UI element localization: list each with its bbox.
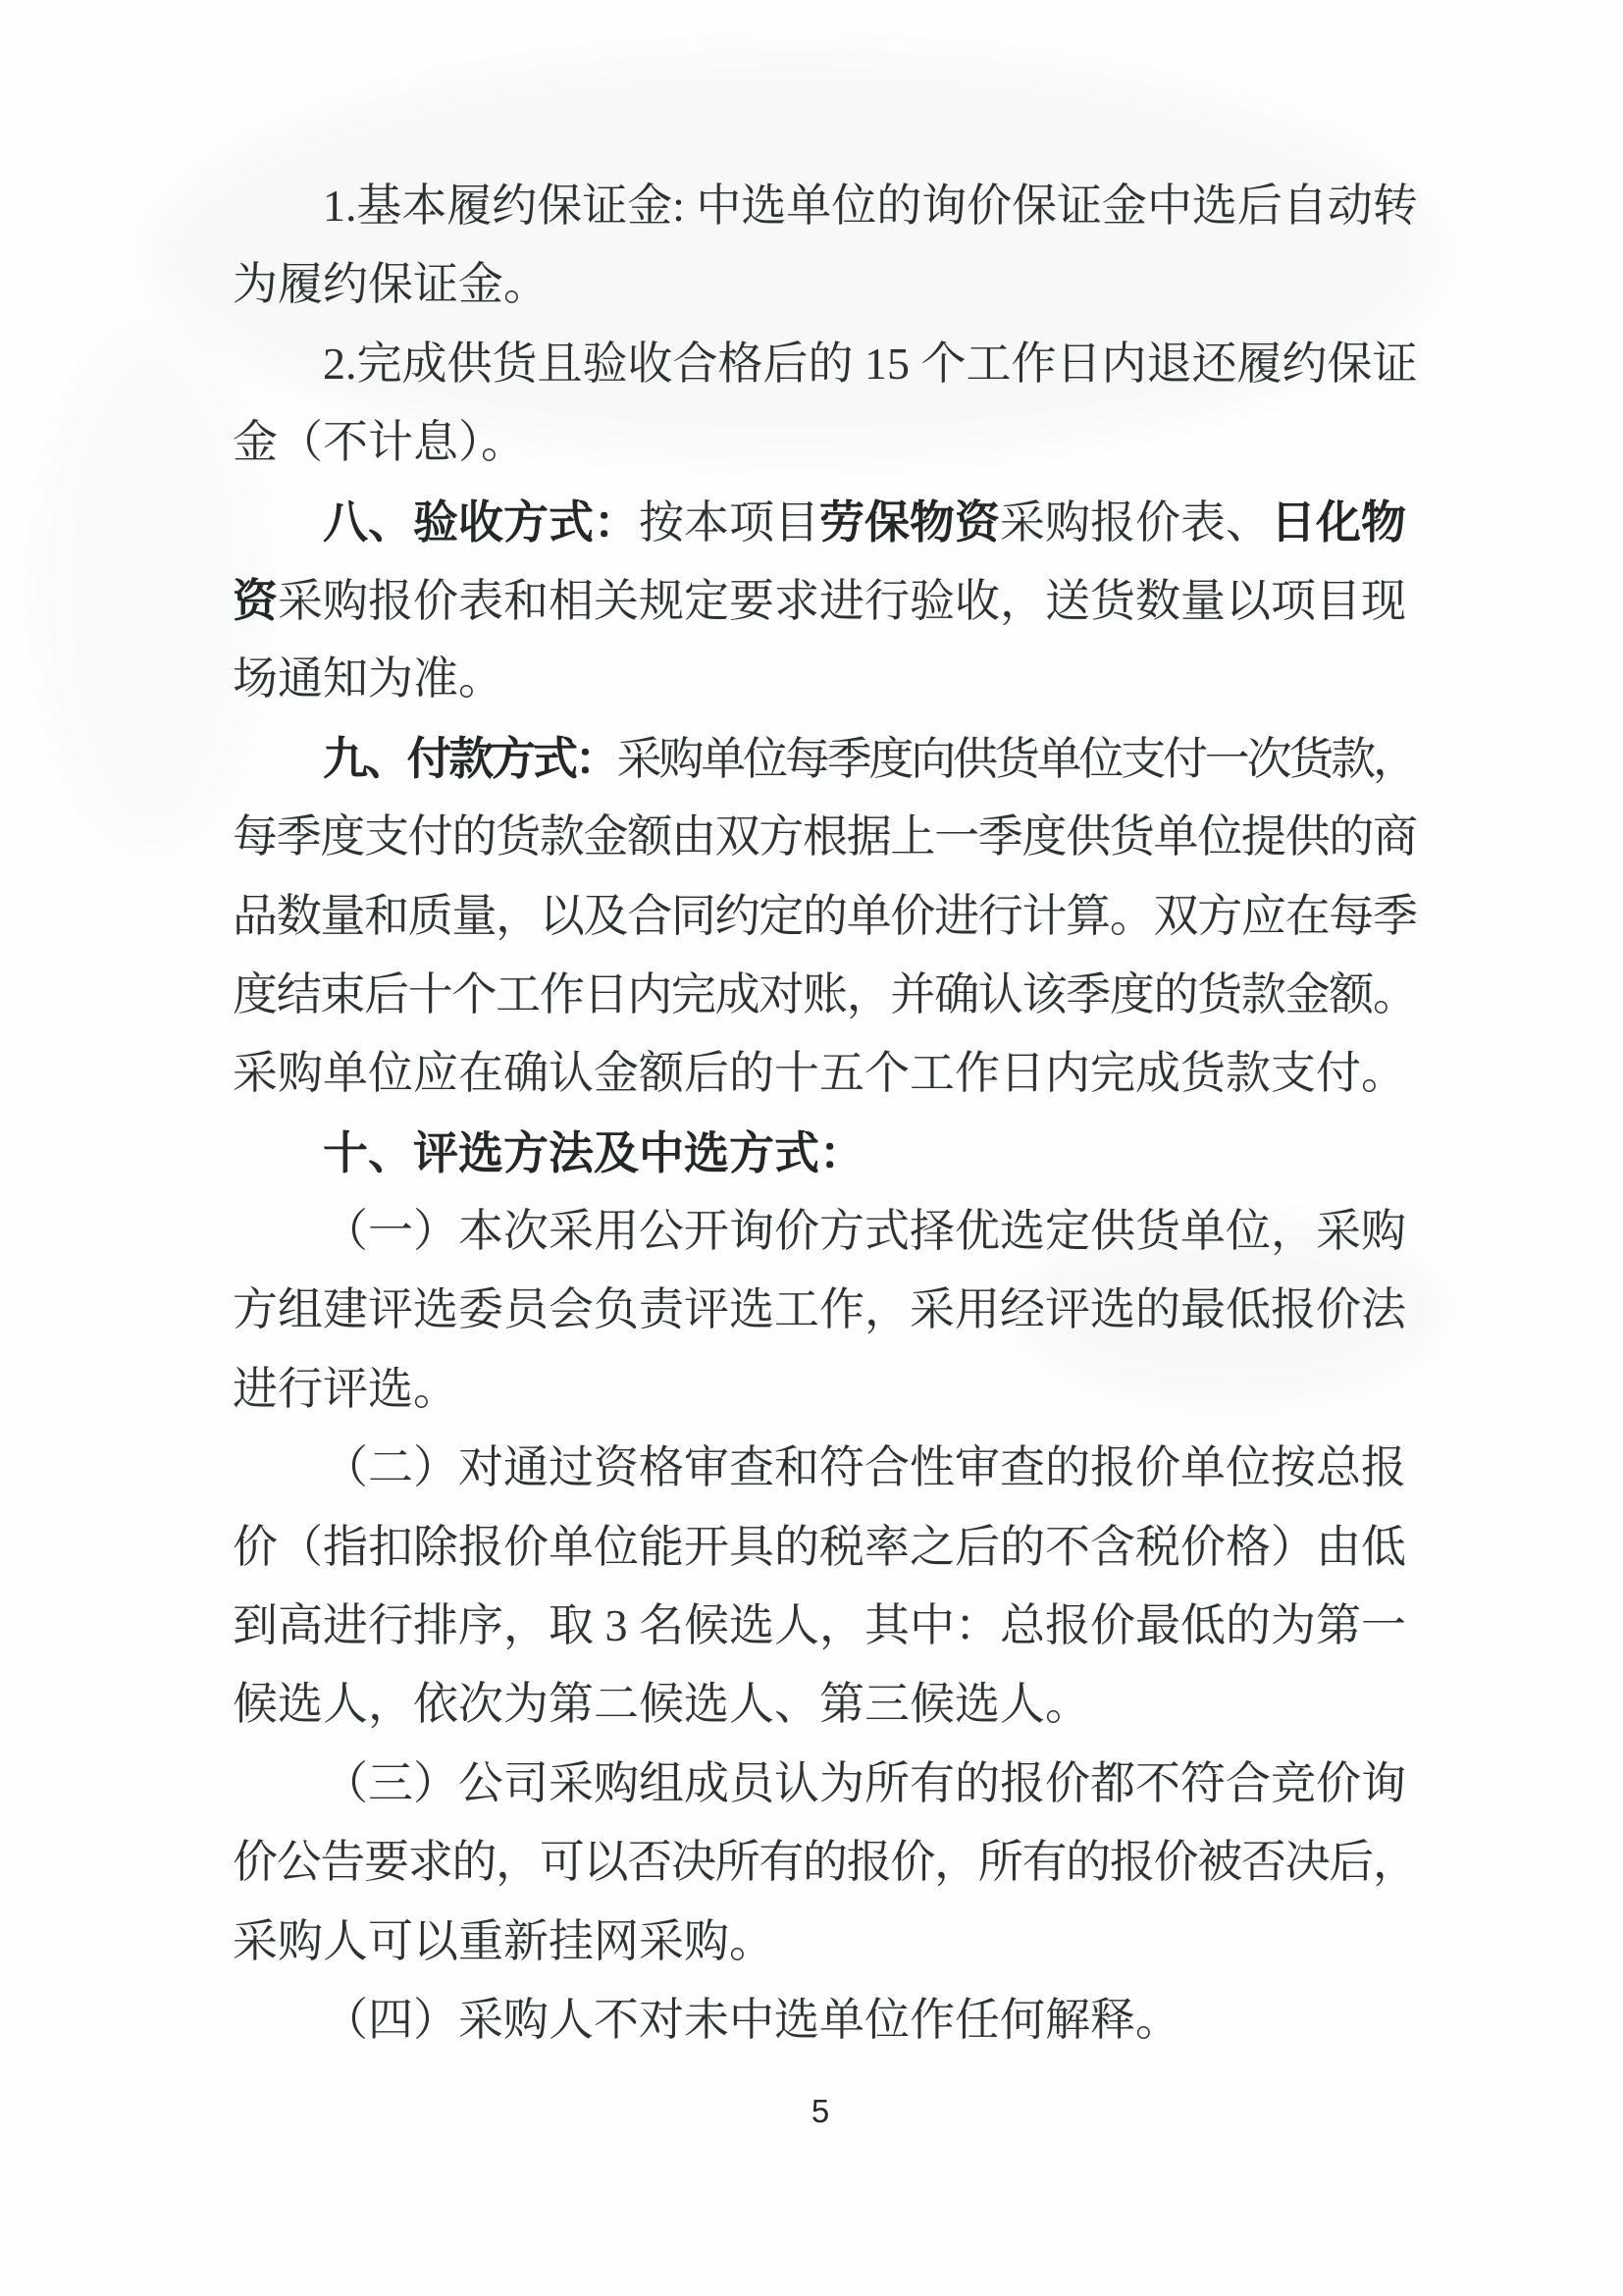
text-line	[233, 167, 1418, 245]
text-segment: 进行评选。	[233, 1363, 458, 1414]
bold-text-segment: 八、验收方式：	[323, 496, 639, 548]
text-line	[233, 1192, 1418, 1271]
text-line	[233, 1587, 1418, 1665]
text-segment: 2.完成供货且验收合格后的 15 个工作日内退还履约保证	[323, 338, 1418, 389]
text-line	[233, 1429, 1418, 1507]
text-segment: （三）公司采购组成员认为所有的报价都不符合竞价询	[323, 1757, 1406, 1808]
text-line	[233, 483, 1418, 561]
text-segment: 到高进行排序，取 3 名候选人，其中：总报价最低的为第一	[233, 1600, 1406, 1651]
bold-text-segment: 资	[233, 574, 278, 626]
text-segment: 按本项目	[639, 496, 819, 548]
text-segment: 采购单位每季度向供货单位支付一次货款，	[616, 733, 1415, 784]
text-line	[233, 561, 1418, 640]
bold-text-segment: 九、付款方式：	[323, 732, 617, 784]
text-line	[233, 1114, 1418, 1192]
text-line	[233, 1271, 1418, 1349]
text-line	[233, 1981, 1418, 2060]
text-line	[233, 956, 1418, 1034]
text-line	[233, 1823, 1418, 1902]
text-segment: 价（指扣除报价单位能开具的税率之后的不含税价格）由低	[233, 1521, 1406, 1572]
scan-bleed-artifact	[39, 324, 265, 854]
text-segment: 品数量和质量，以及合同约定的单价进行计算。双方应在每季	[233, 890, 1417, 941]
text-segment: 价公告要求的，可以否决所有的报价，所有的报价被否决后，	[233, 1837, 1417, 1888]
text-segment: 候选人，依次为第二候选人、第三候选人。	[233, 1679, 1090, 1730]
text-segment: 场通知为准。	[233, 653, 503, 704]
text-segment: 为履约保证金。	[233, 259, 549, 310]
text-line	[233, 403, 1418, 482]
text-line	[233, 1745, 1418, 1823]
text-line	[233, 1034, 1418, 1113]
text-line	[233, 719, 1418, 798]
text-segment: 采购人可以重新挂网采购。	[233, 1915, 774, 1966]
text-segment: 采购报价表和相关规定要求进行验收，送货数量以项目现	[278, 575, 1406, 626]
text-segment: 1.基本履约保证金: 中选单位的询价保证金中选后自动转	[323, 181, 1418, 231]
text-line	[233, 1508, 1418, 1587]
text-line	[233, 640, 1418, 718]
text-line	[233, 325, 1418, 403]
bold-text-segment: 日化物	[1271, 496, 1406, 548]
text-line	[233, 1665, 1418, 1744]
text-segment: 方组建评选委员会负责评选工作，采用经评选的最低报价法	[233, 1284, 1406, 1335]
text-segment: 每季度支付的货款金额由双方根据上一季度供货单位提供的商	[233, 811, 1417, 862]
text-line	[233, 877, 1418, 956]
text-line	[233, 1903, 1418, 1981]
text-segment: 采购单位应在确认金额后的十五个工作日内完成货款支付。	[233, 1048, 1406, 1099]
text-segment: 采购报价表、	[1000, 496, 1271, 548]
text-segment: （四）采购人不对未中选单位作任何解释。	[323, 1994, 1180, 2045]
text-segment: （二）对通过资格审查和符合性审查的报价单位按总报	[323, 1442, 1406, 1493]
bold-text-segment: 十、评选方法及中选方式：	[323, 1126, 864, 1178]
text-line	[233, 798, 1418, 876]
text-segment: 度结束后十个工作日内完成对账，并确认该季度的货款金额。	[233, 968, 1417, 1019]
text-line	[233, 245, 1418, 324]
bold-text-segment: 劳保物资	[819, 496, 1000, 548]
text-segment: 金（不计息）。	[233, 417, 526, 468]
document-body	[233, 167, 1418, 2060]
text-segment: （一）本次采用公开询价方式择优选定供货单位，采购	[323, 1206, 1406, 1257]
page-number: 5	[811, 2093, 830, 2129]
text-line	[233, 1350, 1418, 1429]
